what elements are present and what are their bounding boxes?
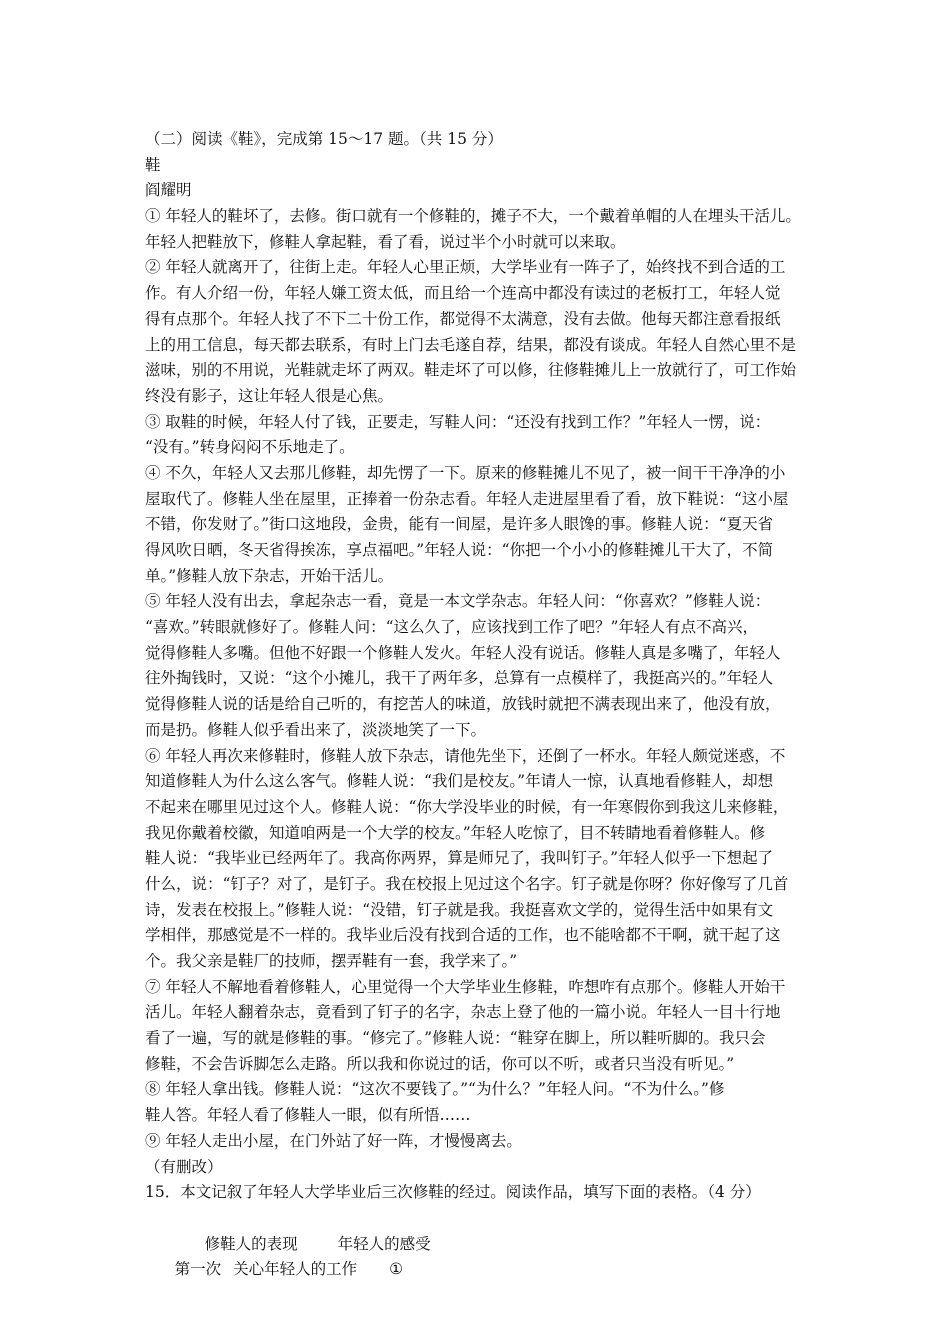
- body-line: 个。我父亲是鞋厂的技师，摆弄鞋有一套，我学来了。”: [145, 952, 518, 970]
- body-line: 不起来在哪里见过这个人。修鞋人说：“你大学没毕业的时候，有一年寒假你到我这儿来修鞋，: [145, 797, 789, 816]
- table-row-label: 第一次: [174, 1260, 222, 1279]
- table-cell-repairer: 关心年轻人的工作: [233, 1260, 358, 1279]
- source-note: （有删改）: [145, 1157, 223, 1176]
- story-body: [145, 204, 815, 1180]
- body-line: 年轻人把鞋放下，修鞋人拿起鞋，看了看，说过半个小时就可以来取。: [145, 232, 626, 251]
- body-line: ⑦ 年轻人不解地看着修鞋人，心里觉得一个大学毕业生修鞋，咋想咋有点那个。修鞋人开始干: [145, 977, 786, 996]
- body-line: 而是扔。修鞋人似乎看出来了，淡淡地笑了一下。: [145, 720, 487, 739]
- body-line: ③ 取鞋的时候，年轻人付了钱，正要走，写鞋人问：“还没有找到工作？”年轻人一愣，说：: [145, 412, 771, 431]
- body-line: ④ 不久，年轻人又去那儿修鞋，却先愣了一下。原来的修鞋摊儿不见了，被一间干干净净的小: [145, 463, 786, 482]
- body-line: ⑥ 年轻人再次来修鞋时，修鞋人放下杂志，请他先坐下，还倒了一杯水。年轻人颇觉迷惑，不: [145, 746, 786, 765]
- body-line: 什么，说：“钉子？对了，是钉子。我在校报上见过这个名字。钉子就是你呀？你好像写了几首: [145, 874, 789, 893]
- story-title: 鞋: [145, 155, 161, 174]
- body-line: 知道修鞋人为什么这么客气。修鞋人说：“我们是校友。”年请人一惊，认真地看修鞋人，却想: [145, 772, 774, 791]
- body-line: ⑧ 年轻人拿出钱。修鞋人说：“这次不要钱了。”“为什么？”年轻人问。“不为什么。”修: [145, 1080, 725, 1099]
- body-line: 觉得修鞋人说的话是给自己听的，有挖苦人的味道，放钱时就把不满表现出来了，他没有放，: [145, 695, 781, 714]
- table-header-young-man: 年轻人的感受: [337, 1234, 431, 1253]
- body-line: ⑤ 年轻人没有出去，拿起杂志一看，竟是一本文学杂志。年轻人问：“你喜欢？”修鞋人说：: [145, 592, 771, 611]
- body-line: 上的用工信息，每天都去联系，有时上门去毛遂自荐，结果，都没有谈成。年轻人自然心里不是: [145, 335, 797, 354]
- body-line: 活儿。年轻人翻着杂志，竟看到了钉子的名字，杂志上登了他的一篇小说。年轻人一目十行地: [145, 1003, 781, 1022]
- body-line: 得有点那个。年轻人找了不下二十份工作，都觉得不太满意，没有去做。他每天都注意看报纸: [145, 309, 781, 328]
- body-line: 不错，你发财了。”街口这地段，金贵，能有一间屋，是许多人眼馋的事。修鞋人说：“夏天省: [145, 515, 774, 534]
- body-line: 觉得修鞋人多嘴。但他不好跟一个修鞋人发火。年轻人没有说话。修鞋人真是多嘴了，年轻人: [145, 643, 781, 662]
- body-line: 学相伴，那感觉是不一样的。我毕业后没有找到合适的工作，也不能啥都不干啊，就干起了这: [145, 926, 781, 945]
- body-line: 滋味，别的不用说，光鞋就走坏了两双。鞋走坏了可以修，往修鞋摊儿上一放就行了，可工作始: [145, 361, 797, 380]
- body-line: “没有。”转身闷闷不乐地走了。: [145, 438, 355, 457]
- body-line: 作。有人介绍一份，年轻人嫌工资太低，而且给一个连高中都没有读过的老板打工，年轻人觉: [145, 284, 781, 303]
- table-header-repairer: 修鞋人的表现: [204, 1234, 298, 1253]
- body-line: 单。”修鞋人放下杂志，开始干活儿。: [145, 566, 394, 585]
- body-line: 看了一遍，写的就是修鞋的事。“修完了。”修鞋人说：“鞋穿在脚上，所以鞋听脚的。我只会: [145, 1029, 766, 1048]
- answer-table: [145, 1206, 815, 1279]
- body-line: 屋取代了。修鞋人坐在屋里，正捧着一份杂志看。年轻人走进屋里看了看，放下鞋说：“这小屋: [145, 489, 789, 508]
- document-page: [145, 127, 815, 1279]
- body-line: ② 年轻人就离开了，往街上走。年轻人心里正烦，大学毕业有一阵子了，始终找不到合适的工: [145, 258, 786, 277]
- body-line: ⑨ 年轻人走出小屋，在门外站了好一阵，才慢慢离去。: [145, 1131, 522, 1150]
- body-line: ① 年轻人的鞋坏了，去修。街口就有一个修鞋的，摊子不大，一个戴着单帽的人在埋头干活儿。: [145, 207, 801, 226]
- body-line: 诗，发表在校报上。”修鞋人说：“没错，钉子就是我。我挺喜欢文学的，觉得生活中如果有文: [145, 900, 774, 919]
- body-line: 修鞋，不会告诉脚怎么走路。所以我和你说过的话，你可以不听，或者只当没有听见。”: [145, 1054, 735, 1073]
- section-heading: （二）阅读《鞋》，完成第 15～17 题。（共 15 分）: [145, 130, 503, 148]
- body-line: 我见你戴着校徽，知道咱两是一个大学的校友。”年轻人吃惊了，目不转睛地看着修鞋人。修: [145, 823, 766, 842]
- body-line: 鞋人答。年轻人看了修鞋人一眼，似有所悟……: [145, 1106, 471, 1125]
- question-15: 15．本文记叙了年轻人大学毕业后三次修鞋的经过。阅读作品，填写下面的表格。（4 分）: [145, 1183, 761, 1202]
- author-name: 阎耀明: [145, 181, 192, 200]
- body-line: 鞋人说：“我毕业已经两年了。我高你两界，算是师兄了，我叫钉子。”年轻人似乎一下想起了: [145, 849, 774, 868]
- table-header-row: [145, 1206, 815, 1253]
- body-line: “喜欢。”转眼就修好了。修鞋人问：“这么久了，应该找到工作了吧？”年轻人有点不高兴，: [145, 618, 758, 637]
- body-line: 往外掏钱时，又说：“这个小摊儿，我干了两年多，总算有一点模样了，我挺高兴的。”年轻人: [145, 669, 774, 688]
- body-line: 得风吹日晒，冬天省得挨冻，享点福吧。”年轻人说：“你把一个小小的修鞋摊儿干大了，不简: [145, 541, 774, 559]
- body-line: 终没有影子，这让年轻人很是心焦。: [145, 386, 394, 405]
- table-cell-answer-blank: ①: [389, 1260, 403, 1279]
